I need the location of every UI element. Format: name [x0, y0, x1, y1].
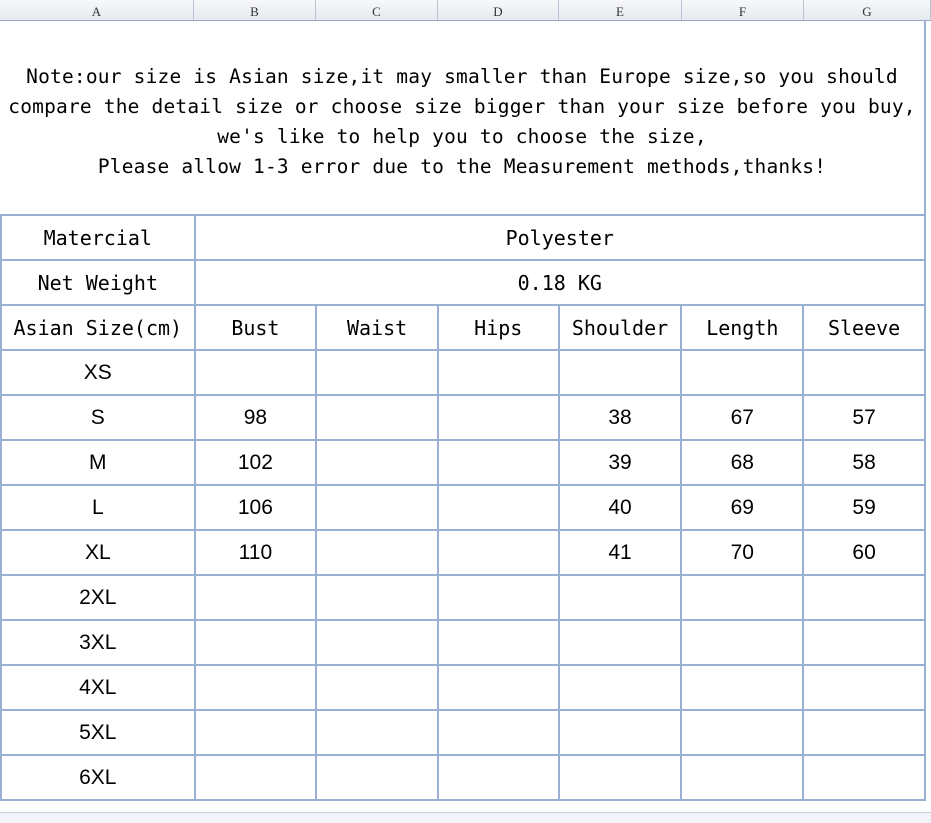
measure-cell[interactable]: [438, 575, 559, 620]
measure-cell[interactable]: [195, 755, 317, 800]
table-row: [1, 665, 925, 710]
measure-cell[interactable]: [681, 710, 803, 755]
measure-cell[interactable]: [316, 755, 438, 800]
measure-cell[interactable]: 41: [559, 530, 682, 575]
net-weight-label[interactable]: Net Weight: [1, 260, 195, 305]
measure-cell[interactable]: [438, 440, 559, 485]
measure-cell[interactable]: 59: [803, 485, 925, 530]
measure-cell[interactable]: [316, 395, 438, 440]
size-header-row: [1, 305, 925, 350]
measure-cell[interactable]: [316, 440, 438, 485]
measure-cell[interactable]: [438, 395, 559, 440]
measure-cell[interactable]: 110: [195, 530, 317, 575]
measure-cell[interactable]: 60: [803, 530, 925, 575]
measure-cell[interactable]: [195, 620, 317, 665]
measure-cell[interactable]: [195, 350, 317, 395]
measure-cell[interactable]: [316, 620, 438, 665]
measure-cell[interactable]: [559, 755, 682, 800]
measure-cell[interactable]: [559, 575, 682, 620]
material-value[interactable]: Polyester: [195, 215, 925, 260]
measure-cell[interactable]: [438, 710, 559, 755]
table-row: [1, 485, 925, 530]
measure-cell[interactable]: [681, 665, 803, 710]
measure-cell[interactable]: 67: [681, 395, 803, 440]
table-row: [1, 755, 925, 800]
measure-cell[interactable]: [316, 485, 438, 530]
measure-cell[interactable]: 98: [195, 395, 317, 440]
measure-cell[interactable]: [438, 350, 559, 395]
sheet-bottom-strip: [0, 812, 931, 823]
measure-cell[interactable]: [438, 665, 559, 710]
measure-cell[interactable]: [316, 710, 438, 755]
size-header-label[interactable]: Asian Size(cm): [1, 305, 195, 350]
measure-header-hips[interactable]: Hips: [438, 305, 559, 350]
table-row: [1, 530, 925, 575]
measure-cell[interactable]: [438, 530, 559, 575]
size-label-cell[interactable]: L: [1, 485, 195, 530]
measure-cell[interactable]: [316, 575, 438, 620]
size-label-cell[interactable]: 3XL: [1, 620, 195, 665]
measure-cell[interactable]: [195, 710, 317, 755]
measure-cell[interactable]: 39: [559, 440, 682, 485]
measure-cell[interactable]: 68: [681, 440, 803, 485]
measure-cell[interactable]: 40: [559, 485, 682, 530]
size-note-text: Note:our size is Asian size,it may smaller than Europe size,so you should compare the detail size or choose size bigger than your size before you buy, we's like to help you to choose the size, Please allow 1-3 error due to the Measurement methods,thanks!: [8, 64, 916, 178]
measure-cell[interactable]: [195, 575, 317, 620]
size-chart-table: [0, 214, 926, 801]
measure-cell[interactable]: [195, 665, 317, 710]
column-header-bar: [0, 0, 931, 21]
measure-cell[interactable]: [559, 710, 682, 755]
size-label-cell[interactable]: XS: [1, 350, 195, 395]
column-header-d[interactable]: D: [438, 0, 559, 20]
size-label-cell[interactable]: XL: [1, 530, 195, 575]
size-label-cell[interactable]: 4XL: [1, 665, 195, 710]
measure-cell[interactable]: [681, 755, 803, 800]
column-header-g[interactable]: G: [804, 0, 931, 20]
column-header-f[interactable]: F: [682, 0, 804, 20]
measure-cell[interactable]: 38: [559, 395, 682, 440]
measure-cell[interactable]: 69: [681, 485, 803, 530]
size-note-cell[interactable]: [0, 21, 926, 214]
table-row: [1, 710, 925, 755]
measure-cell[interactable]: [438, 620, 559, 665]
size-label-cell[interactable]: M: [1, 440, 195, 485]
material-label[interactable]: Matercial: [1, 215, 195, 260]
measure-cell[interactable]: 57: [803, 395, 925, 440]
measure-cell[interactable]: [681, 575, 803, 620]
measure-cell[interactable]: [438, 485, 559, 530]
size-label-cell[interactable]: 5XL: [1, 710, 195, 755]
measure-cell[interactable]: 102: [195, 440, 317, 485]
measure-cell[interactable]: [559, 665, 682, 710]
measure-header-length[interactable]: Length: [681, 305, 803, 350]
table-row: [1, 440, 925, 485]
measure-cell[interactable]: [438, 755, 559, 800]
column-header-c[interactable]: C: [316, 0, 438, 20]
measure-cell[interactable]: [681, 620, 803, 665]
measure-cell[interactable]: [803, 665, 925, 710]
size-label-cell[interactable]: 2XL: [1, 575, 195, 620]
measure-cell[interactable]: [559, 350, 682, 395]
size-table-body: [1, 305, 925, 800]
measure-header-waist[interactable]: Waist: [316, 305, 438, 350]
measure-cell[interactable]: [316, 665, 438, 710]
measure-cell[interactable]: [316, 530, 438, 575]
measure-cell[interactable]: [803, 710, 925, 755]
measure-header-shoulder[interactable]: Shoulder: [559, 305, 682, 350]
column-header-b[interactable]: B: [194, 0, 316, 20]
measure-cell[interactable]: 106: [195, 485, 317, 530]
material-row: [1, 215, 925, 260]
table-row: [1, 575, 925, 620]
measure-cell[interactable]: [316, 350, 438, 395]
measure-cell[interactable]: [803, 755, 925, 800]
size-label-cell[interactable]: S: [1, 395, 195, 440]
measure-cell[interactable]: [803, 575, 925, 620]
measure-cell[interactable]: [559, 620, 682, 665]
column-header-a[interactable]: A: [0, 0, 194, 20]
measure-cell[interactable]: [803, 620, 925, 665]
size-chart-grid: [0, 214, 926, 801]
net-weight-value[interactable]: 0.18 KG: [195, 260, 925, 305]
size-label-cell[interactable]: 6XL: [1, 755, 195, 800]
table-row: [1, 620, 925, 665]
net-weight-row: [1, 260, 925, 305]
measure-cell[interactable]: [803, 350, 925, 395]
measure-header-sleeve[interactable]: Sleeve: [803, 305, 925, 350]
column-header-e[interactable]: E: [559, 0, 682, 20]
measure-cell[interactable]: 58: [803, 440, 925, 485]
table-row: [1, 350, 925, 395]
measure-cell[interactable]: 70: [681, 530, 803, 575]
measure-header-bust[interactable]: Bust: [195, 305, 317, 350]
measure-cell[interactable]: [681, 350, 803, 395]
table-row: [1, 395, 925, 440]
